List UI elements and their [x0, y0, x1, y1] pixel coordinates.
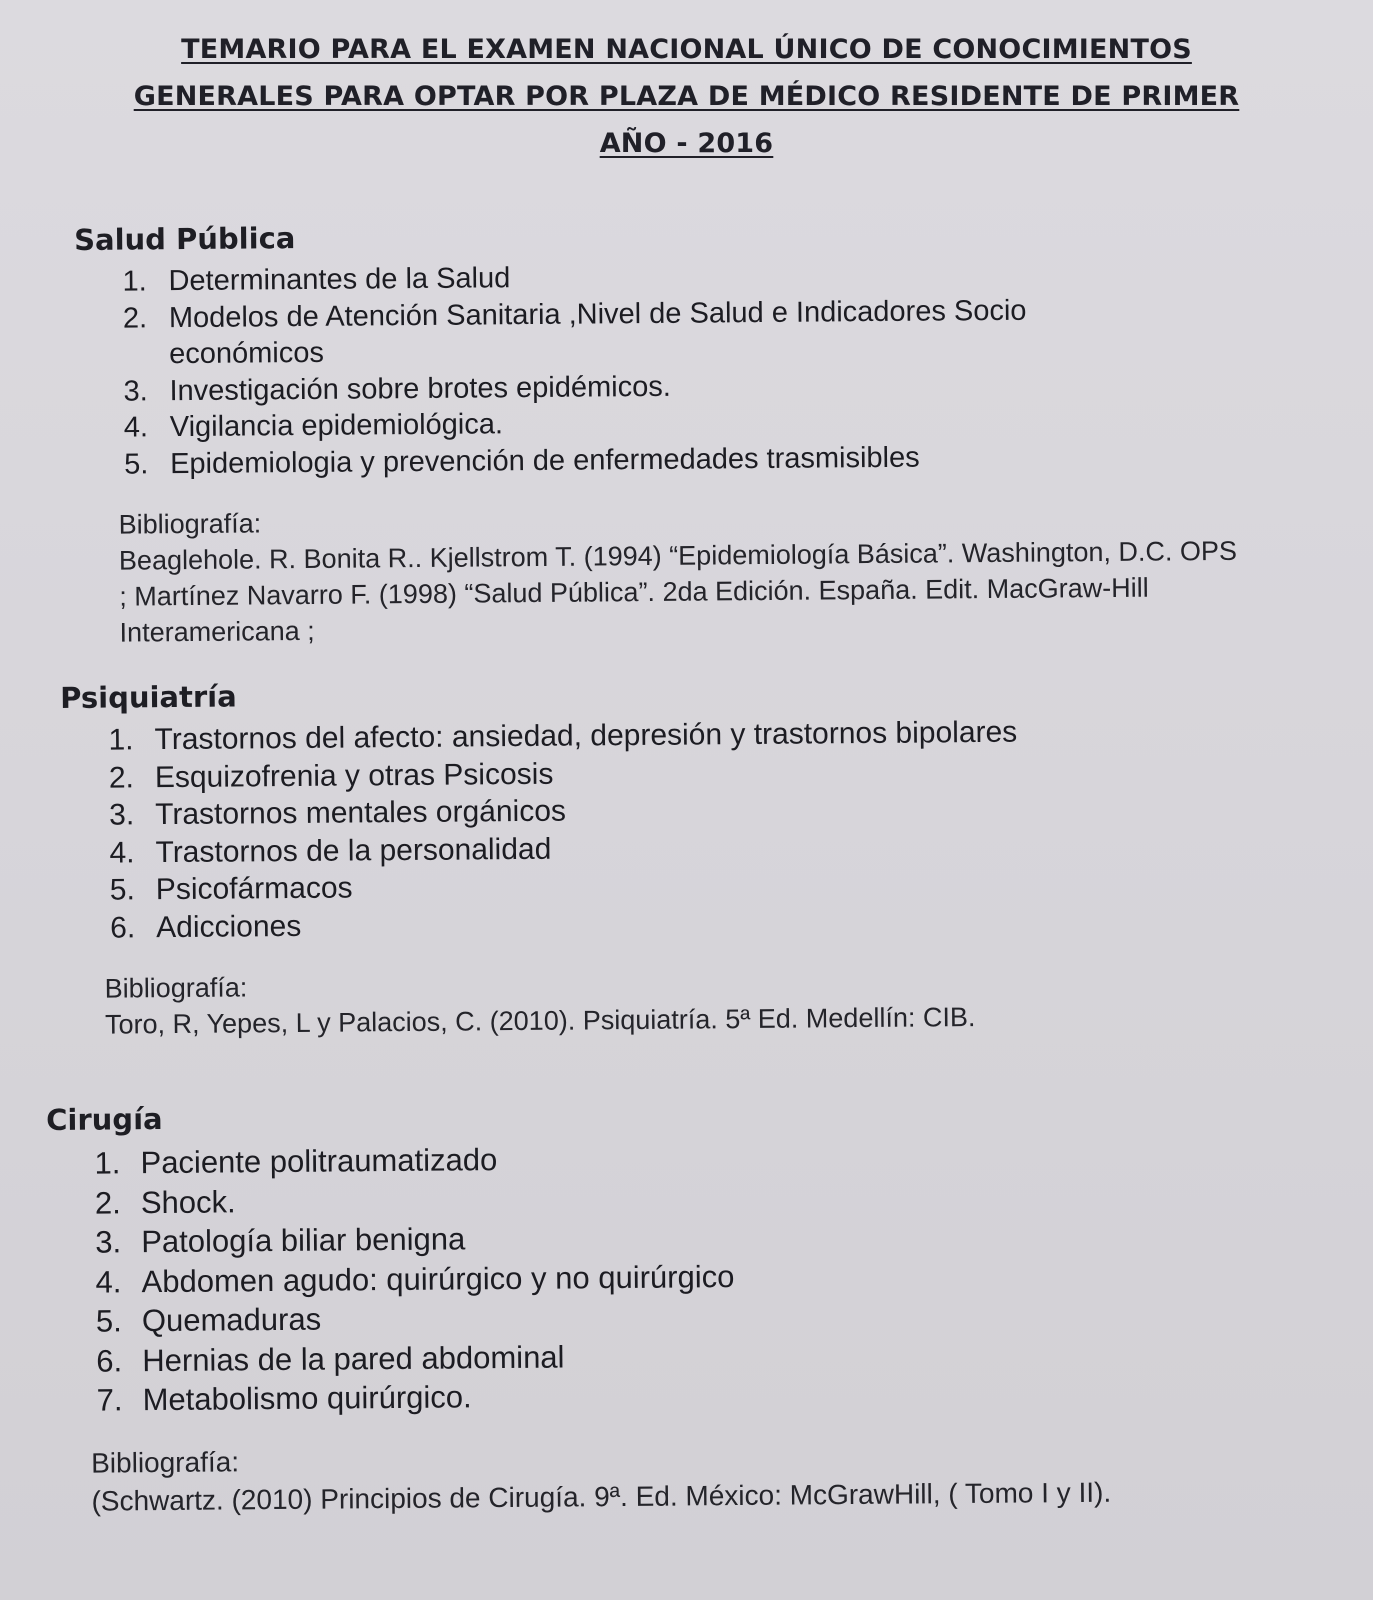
- item-text: Epidemiologia y prevención de enfermedades trasmisibles: [169, 441, 920, 480]
- item-text: Quemaduras: [141, 1301, 322, 1339]
- item-text: Abdomen agudo: quirúrgico y no quirúrgico: [141, 1258, 735, 1299]
- item-text: Paciente politraumatizado: [140, 1142, 498, 1181]
- item-number: 2.: [108, 760, 135, 795]
- item-number: 1.: [108, 723, 134, 757]
- bibliography-text: Toro, R, Yepes, L y Palacios, C. (2010). Psiquiatría. 5ª Ed. Medellín: CIB.: [104, 1002, 976, 1040]
- item-number: 2.: [94, 1184, 121, 1221]
- item-number: 5.: [109, 873, 136, 907]
- item-number: 1.: [122, 265, 147, 298]
- title-line-3: AÑO - 2016: [599, 128, 774, 159]
- bibliography: [49, 1433, 1310, 1520]
- item-text: Patología biliar benigna: [141, 1221, 466, 1260]
- item-text: Esquizofrenia y otras Psicosis: [154, 757, 554, 794]
- item-number: 4.: [123, 411, 149, 444]
- item-text: Psicofármacos: [155, 871, 353, 907]
- item-text: Determinantes de la Salud: [168, 262, 511, 298]
- item-number: 6.: [110, 910, 136, 945]
- item-number: 5.: [95, 1303, 122, 1339]
- bibliography: [77, 496, 1338, 651]
- title-line-1: TEMARIO PARA EL EXAMEN NACIONAL ÚNICO DE CONOCIMIENTOS: [181, 34, 1192, 65]
- item-text: Investigación sobre brotes epidémicos.: [169, 370, 671, 407]
- item-text: Shock.: [140, 1183, 236, 1220]
- item-text: Hernias de la pared abdominal: [142, 1338, 565, 1378]
- bibliography-label: Bibliografía:: [118, 508, 262, 540]
- item-number: 3.: [123, 374, 148, 408]
- item-number: 6.: [96, 1342, 123, 1379]
- bibliography: [63, 960, 1324, 1043]
- item-text: Adicciones: [156, 909, 302, 944]
- title-line-2: GENERALES PARA OPTAR POR PLAZA DE MÉDICO RESIDENTE DE PRIMER: [133, 81, 1240, 112]
- bibliography-label: Bibliografía:: [91, 1445, 240, 1479]
- topic-list: [60, 711, 1322, 947]
- item-text: Vigilancia epidemiológica.: [169, 408, 504, 444]
- item-number: 3.: [109, 798, 135, 832]
- topic-list: [74, 253, 1336, 483]
- topic-list: [46, 1133, 1308, 1420]
- bibliography-text: Beaglehole. R. Bonita R.. Kjellstrom T. (1994) “Epidemiología Básica”. Washington, D.C. OPS ; Martínez Navarro F. (1998) “Salud Pública”. 2da Edición. España. Edit. MacGraw-Hill Interamericana ;: [118, 535, 1238, 648]
- document-title: [0, 26, 1373, 167]
- item-text: Modelos de Atención Sanitaria ,Nivel de Salud e Indicadores Socio económicos: [168, 294, 1027, 371]
- item-text: Trastornos de la personalidad: [155, 832, 552, 869]
- item-number: 3.: [95, 1224, 122, 1260]
- section-heading: Salud Pública: [74, 221, 296, 257]
- section-salud-publica: [74, 209, 1338, 651]
- item-text: Trastornos mentales orgánicos: [155, 794, 567, 832]
- section-psiquiatria: [60, 667, 1323, 1043]
- bibliography-label: Bibliografía:: [104, 972, 248, 1004]
- item-text: Trastornos del afecto: ansiedad, depresión y trastornos bipolares: [154, 715, 1018, 757]
- item-text: Metabolismo quirúrgico.: [142, 1379, 472, 1418]
- section-heading: Cirugía: [46, 1101, 163, 1137]
- item-number: 4.: [95, 1263, 122, 1300]
- item-number: 2.: [122, 301, 148, 335]
- list-item: [75, 290, 1336, 374]
- item-number: 1.: [94, 1145, 121, 1181]
- section-cirugia: [46, 1089, 1310, 1520]
- bibliography-text: (Schwartz. (2010) Principios de Cirugía. 9ª. Ed. México: McGrawHill, ( Tomo I y II).: [91, 1476, 1112, 1517]
- item-number: 4.: [109, 835, 135, 870]
- item-number: 5.: [123, 447, 149, 481]
- section-heading: Psiquiatría: [60, 679, 237, 715]
- item-number: 7.: [96, 1382, 123, 1418]
